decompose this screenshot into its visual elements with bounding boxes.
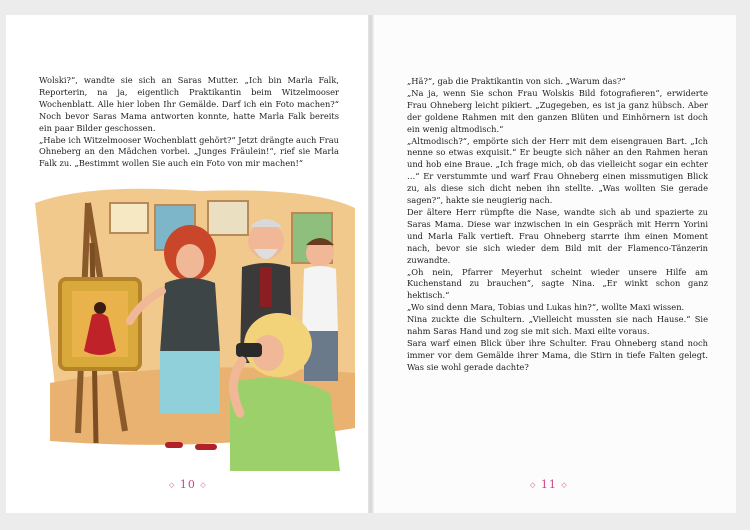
left-page <box>6 15 368 513</box>
paragraph: „Habe ich Witzelmooser Wochenblatt gehört?“ Jetzt drängte auch Frau Ohneberg an den Mädchen vorbei. „Junges Fräulein!“, rief sie Marla Falk zu. „Bestimmt wollen Sie auch ein Foto von mir machen!“ <box>39 134 339 169</box>
paragraph: „Wo sind denn Mara, Tobias und Lukas hin?“, wollte Maxi wissen. <box>407 302 685 313</box>
paragraph: „Altmodisch?“, empörte sich der Herr mit dem eisengrauen Bart. „Ich nenne so etwas exquisit.“ Er beugte sich näher an den Rahmen heran und hob eine Braue. „Ich frage mich, ob das vielleicht sogar ein echter …“ Er verstummte und warf Frau Ohneberg einen missmutigen Blick zu, als diese sich dicht neben ihn stellte. „Was wollten Sie gerade sagen?“, hakte sie neugierig nach. <box>407 135 708 206</box>
paragraph: Wolski?“, wandte sie sich an Saras Mutter. „Ich bin Marla Falk, Reporterin, na ja, eigentlich Praktikantin beim Witzelmooser Wochenblatt. Alle hier loben Ihr Gemälde. Darf ich ein Foto machen?“ Noch bevor Saras Mama antworten konnte, hatte Marla Falk bereits ein paar Bilder geschossen. <box>39 75 339 133</box>
left-page-text <box>39 75 339 170</box>
gallery-illustration <box>30 183 360 471</box>
right-page-text <box>407 76 708 374</box>
right-page <box>374 15 736 513</box>
page-number: ◇ 11 ◇ <box>530 478 568 491</box>
page-number: ◇ 10 ◇ <box>169 478 207 491</box>
paragraph: Sara warf einen Blick über ihre Schulter. Frau Ohneberg stand noch immer vor dem Gemälde ihrer Mama, die Stirn in tiefe Falten gelegt. Was sie wohl gerade dachte? <box>407 337 708 372</box>
paragraph: „Hä?“, gab die Praktikantin von sich. „Warum das?“ <box>407 76 626 86</box>
paragraph: „Na ja, wenn Sie schon Frau Wolskis Bild fotografieren“, erwiderte Frau Ohneberg leicht pikiert. „Zugegeben, es ist ja ganz hübsch. Aber der goldene Rahmen mit den ganzen Blüten und Einhörnern ist doch ein wenig altmodisch.“ <box>407 87 708 134</box>
page-number-value: 10 <box>179 478 196 491</box>
paragraph: Der ältere Herr rümpfte die Nase, wandte sich ab und spazierte zu Saras Mama. Diese war inzwischen in ein Gespräch mit Herrn Yorini und Marla Falk vertieft. Frau Ohneberg starrte ihm einen Moment nach, bevor sie sich wieder dem Bild mit der Flamenco-Tänzerin zuwandte. <box>407 206 708 265</box>
paragraph: Nina zuckte die Schultern. „Vielleicht mussten sie nach Hause.“ Sie nahm Saras Hand und zog sie mit sich. Maxi eilte voraus. <box>407 314 708 337</box>
page-number-value: 11 <box>540 478 557 491</box>
paragraph: „Oh nein, Pfarrer Meyerhut scheint wieder unsere Hilfe am Kuchenstand zu brauchen“, sagte Nina. „Er winkt schon ganz hektisch.“ <box>407 266 708 301</box>
